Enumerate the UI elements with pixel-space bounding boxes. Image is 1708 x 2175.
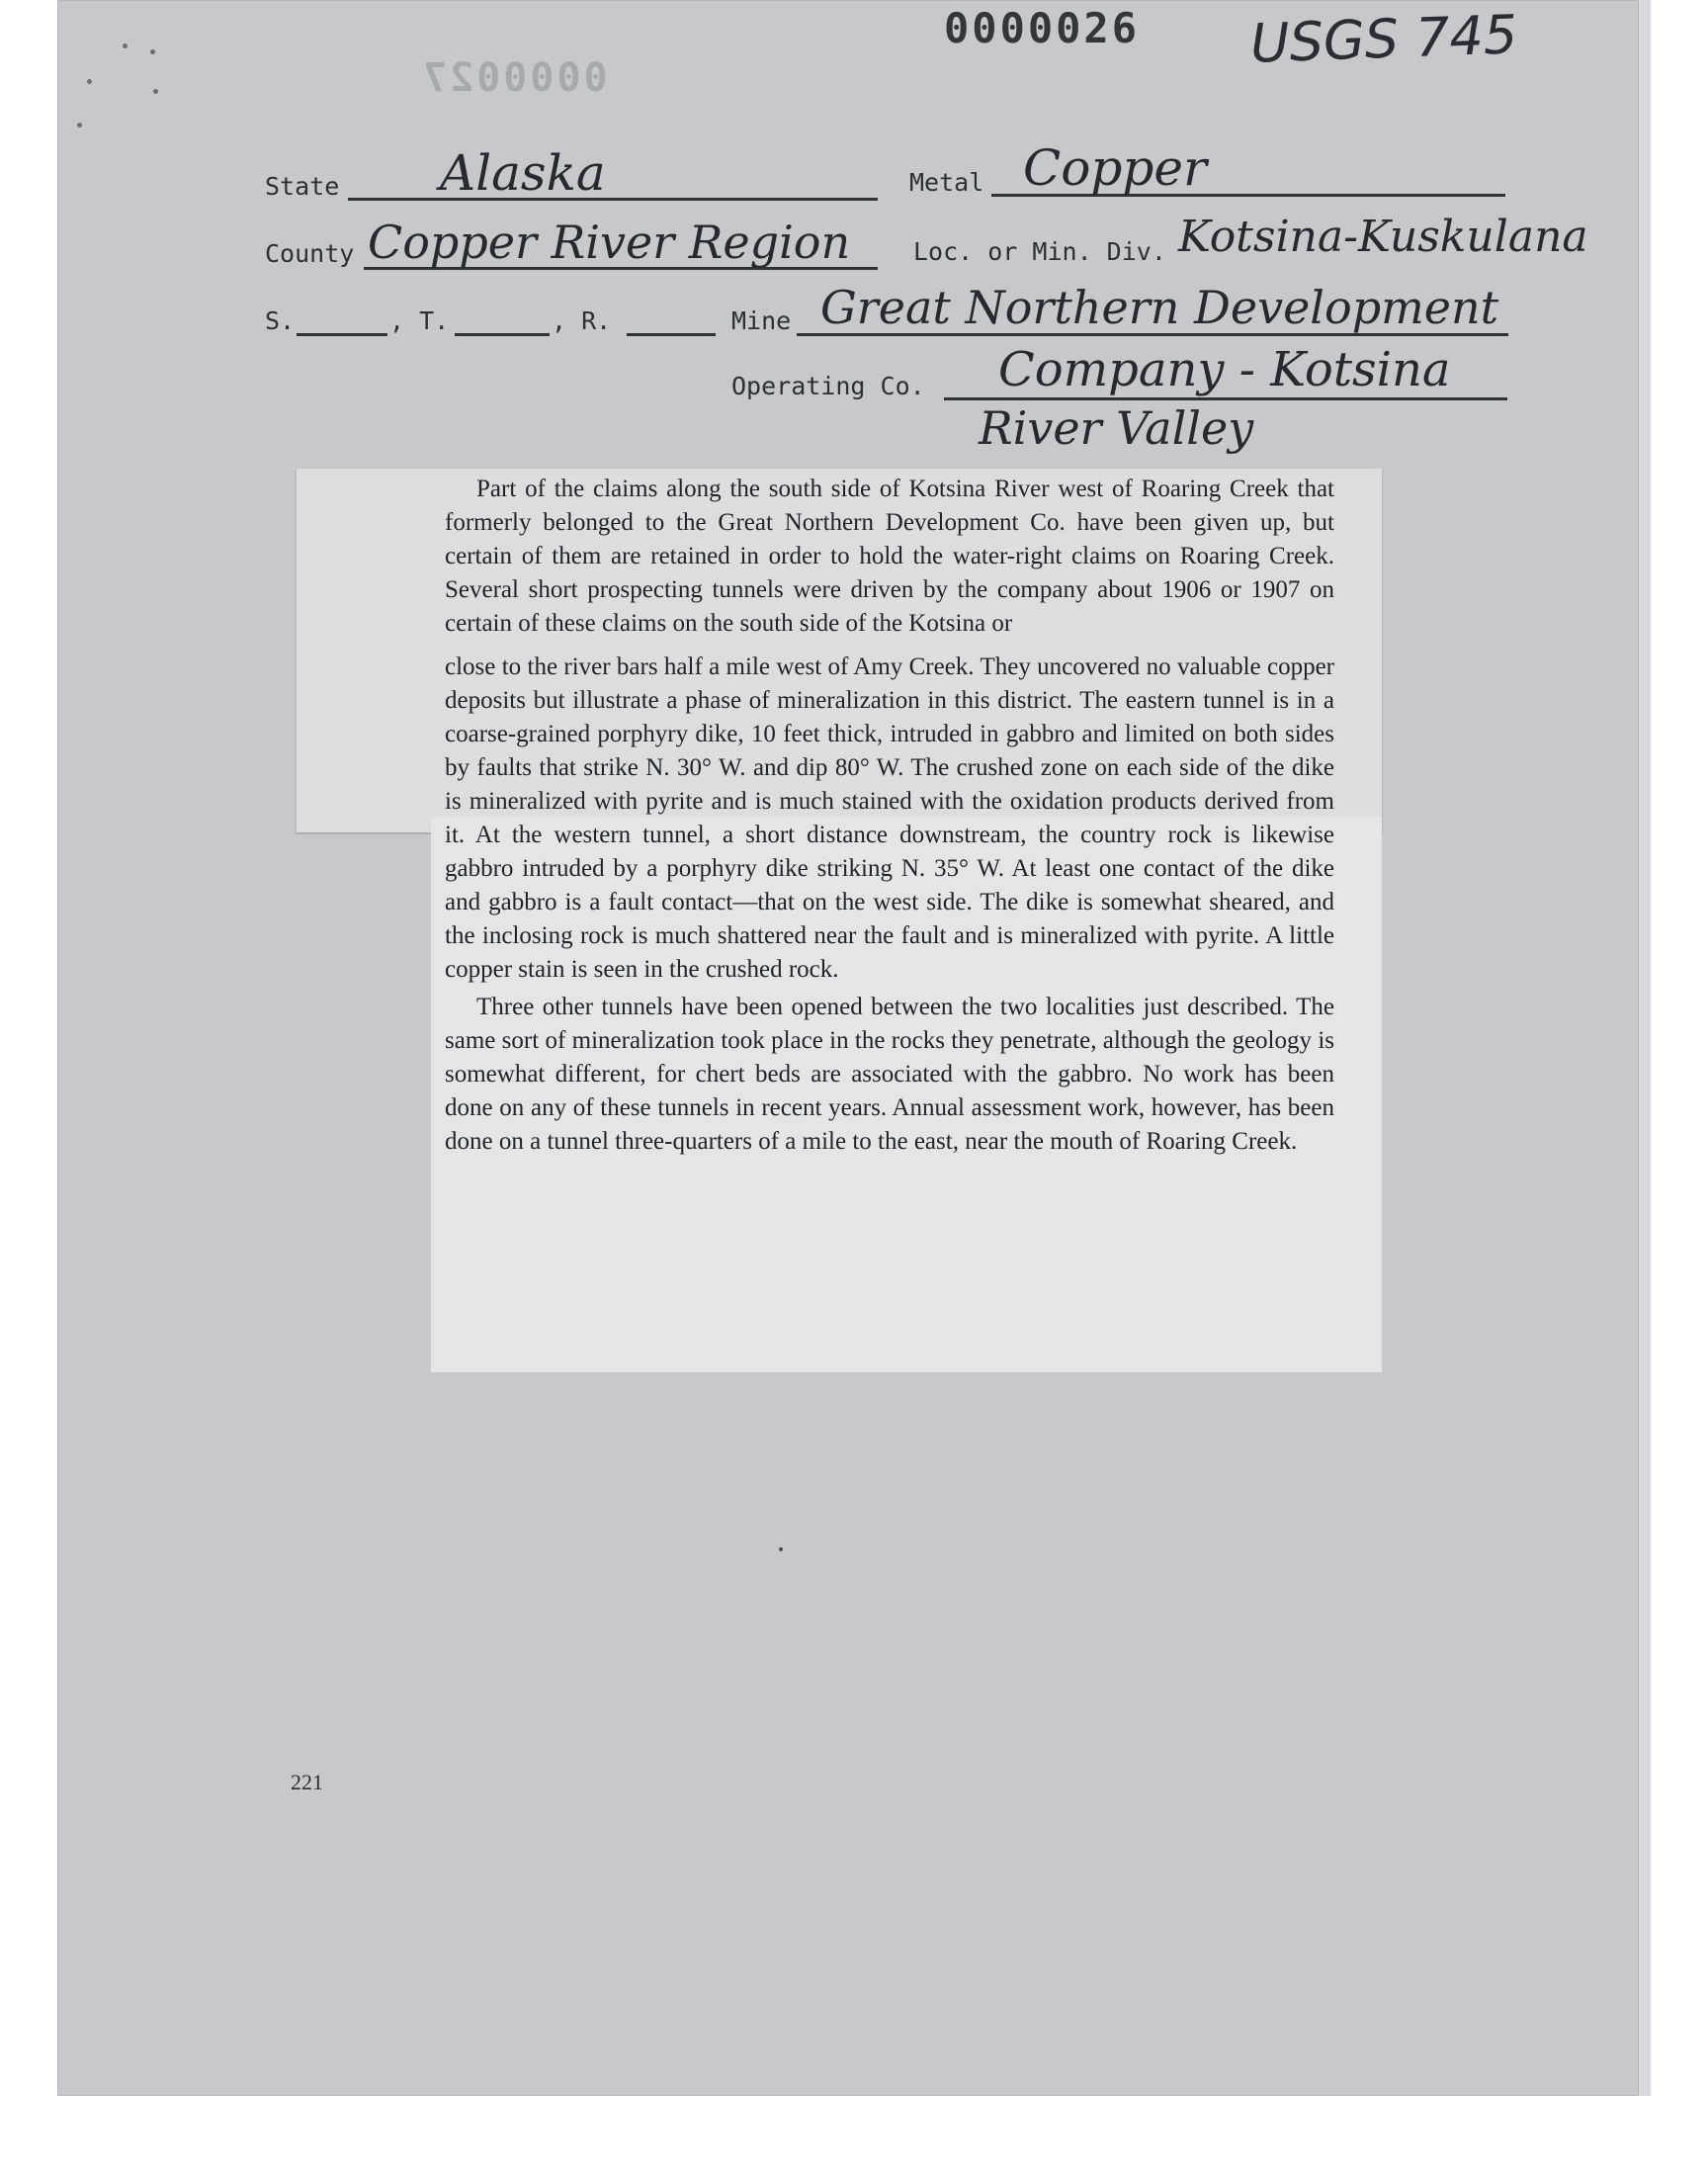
state-label: State	[265, 172, 340, 201]
bleed-through-number: 0000027	[420, 55, 608, 101]
paragraph-1: Part of the claims along the south side of Kotsina River west of Roaring Creek that formerly belonged to the Great Northern Development Co. have been given up, but certain of them are retained in order to hold the water-right claims on Roaring Creek. Several short prospecting tunnels were driven by the company about 1906 or 1907 on certain of these claims on the south side of the Kotsina or	[445, 476, 1334, 637]
r-label: , R.	[552, 306, 612, 335]
paragraph-3: Three other tunnels have been opened between the two localities just described. The same sort of mineralization took place in the rocks they penetrate, although the geology is somewhat different, for chert beds are associated with the gabbro. No work has been done on any of these tunnels in recent years. Annual assessment work, however, has been done on a tunnel three-quarters of a mile to the east, near the mouth of Roaring Creek.	[445, 994, 1334, 1155]
speck	[779, 1547, 783, 1551]
t-line	[455, 333, 550, 336]
t-label: , T.	[389, 306, 450, 335]
loc-value: Kotsina-Kuskulana	[1178, 212, 1588, 262]
speck	[150, 49, 155, 54]
operating-value-line1: Company - Kotsina	[998, 342, 1451, 397]
archive-id: USGS 745	[1248, 3, 1519, 75]
speck	[153, 89, 158, 94]
county-label: County	[265, 239, 355, 268]
speck	[87, 79, 92, 84]
county-value: Copper River Region	[368, 216, 851, 269]
r-line	[627, 333, 716, 336]
clipping-text	[445, 473, 1334, 1159]
speck	[123, 44, 128, 48]
s-line	[297, 333, 387, 336]
metal-label: Metal	[909, 168, 984, 197]
mine-value: Great Northern Development	[820, 281, 1499, 334]
operating-line	[944, 397, 1507, 400]
loc-label: Loc. or Min. Div.	[913, 237, 1166, 266]
metal-value: Copper	[1023, 139, 1207, 197]
mine-label: Mine	[731, 306, 792, 335]
card-edge	[1639, 0, 1651, 2096]
state-line	[348, 198, 878, 201]
page-number: 221	[291, 1770, 323, 1794]
stamp-number: 0000026	[944, 4, 1141, 52]
paragraph-2: close to the river bars half a mile west of Amy Creek. They uncovered no valuable copper deposits but illustrate a phase of mineralization in this district. The eastern tunnel is in a coarse-grained porphyry dike, 10 feet thick, intruded in gabbro and limited on both sides by faults that strike N. 30° W. and dip 80° W. The crushed zone on each side of the dike is mineralized with pyrite and is much stained with the oxidation products derived from it. At the western tunnel, a short distance downstream, the country rock is likewise gabbro intruded by a porphyry dike striking N. 35° W. At least one contact of the dike and gabbro is a fault contact—that on the west side. The dike is somewhat sheared, and the inclosing rock is much shattered near the fault and is mineralized with pyrite. A little copper stain is seen in the crushed rock.	[445, 653, 1334, 983]
s-label: S.	[265, 306, 296, 335]
speck	[77, 123, 82, 128]
operating-label: Operating Co.	[731, 372, 925, 400]
state-value: Alaska	[440, 144, 606, 202]
operating-value-line2: River Valley	[979, 401, 1254, 455]
